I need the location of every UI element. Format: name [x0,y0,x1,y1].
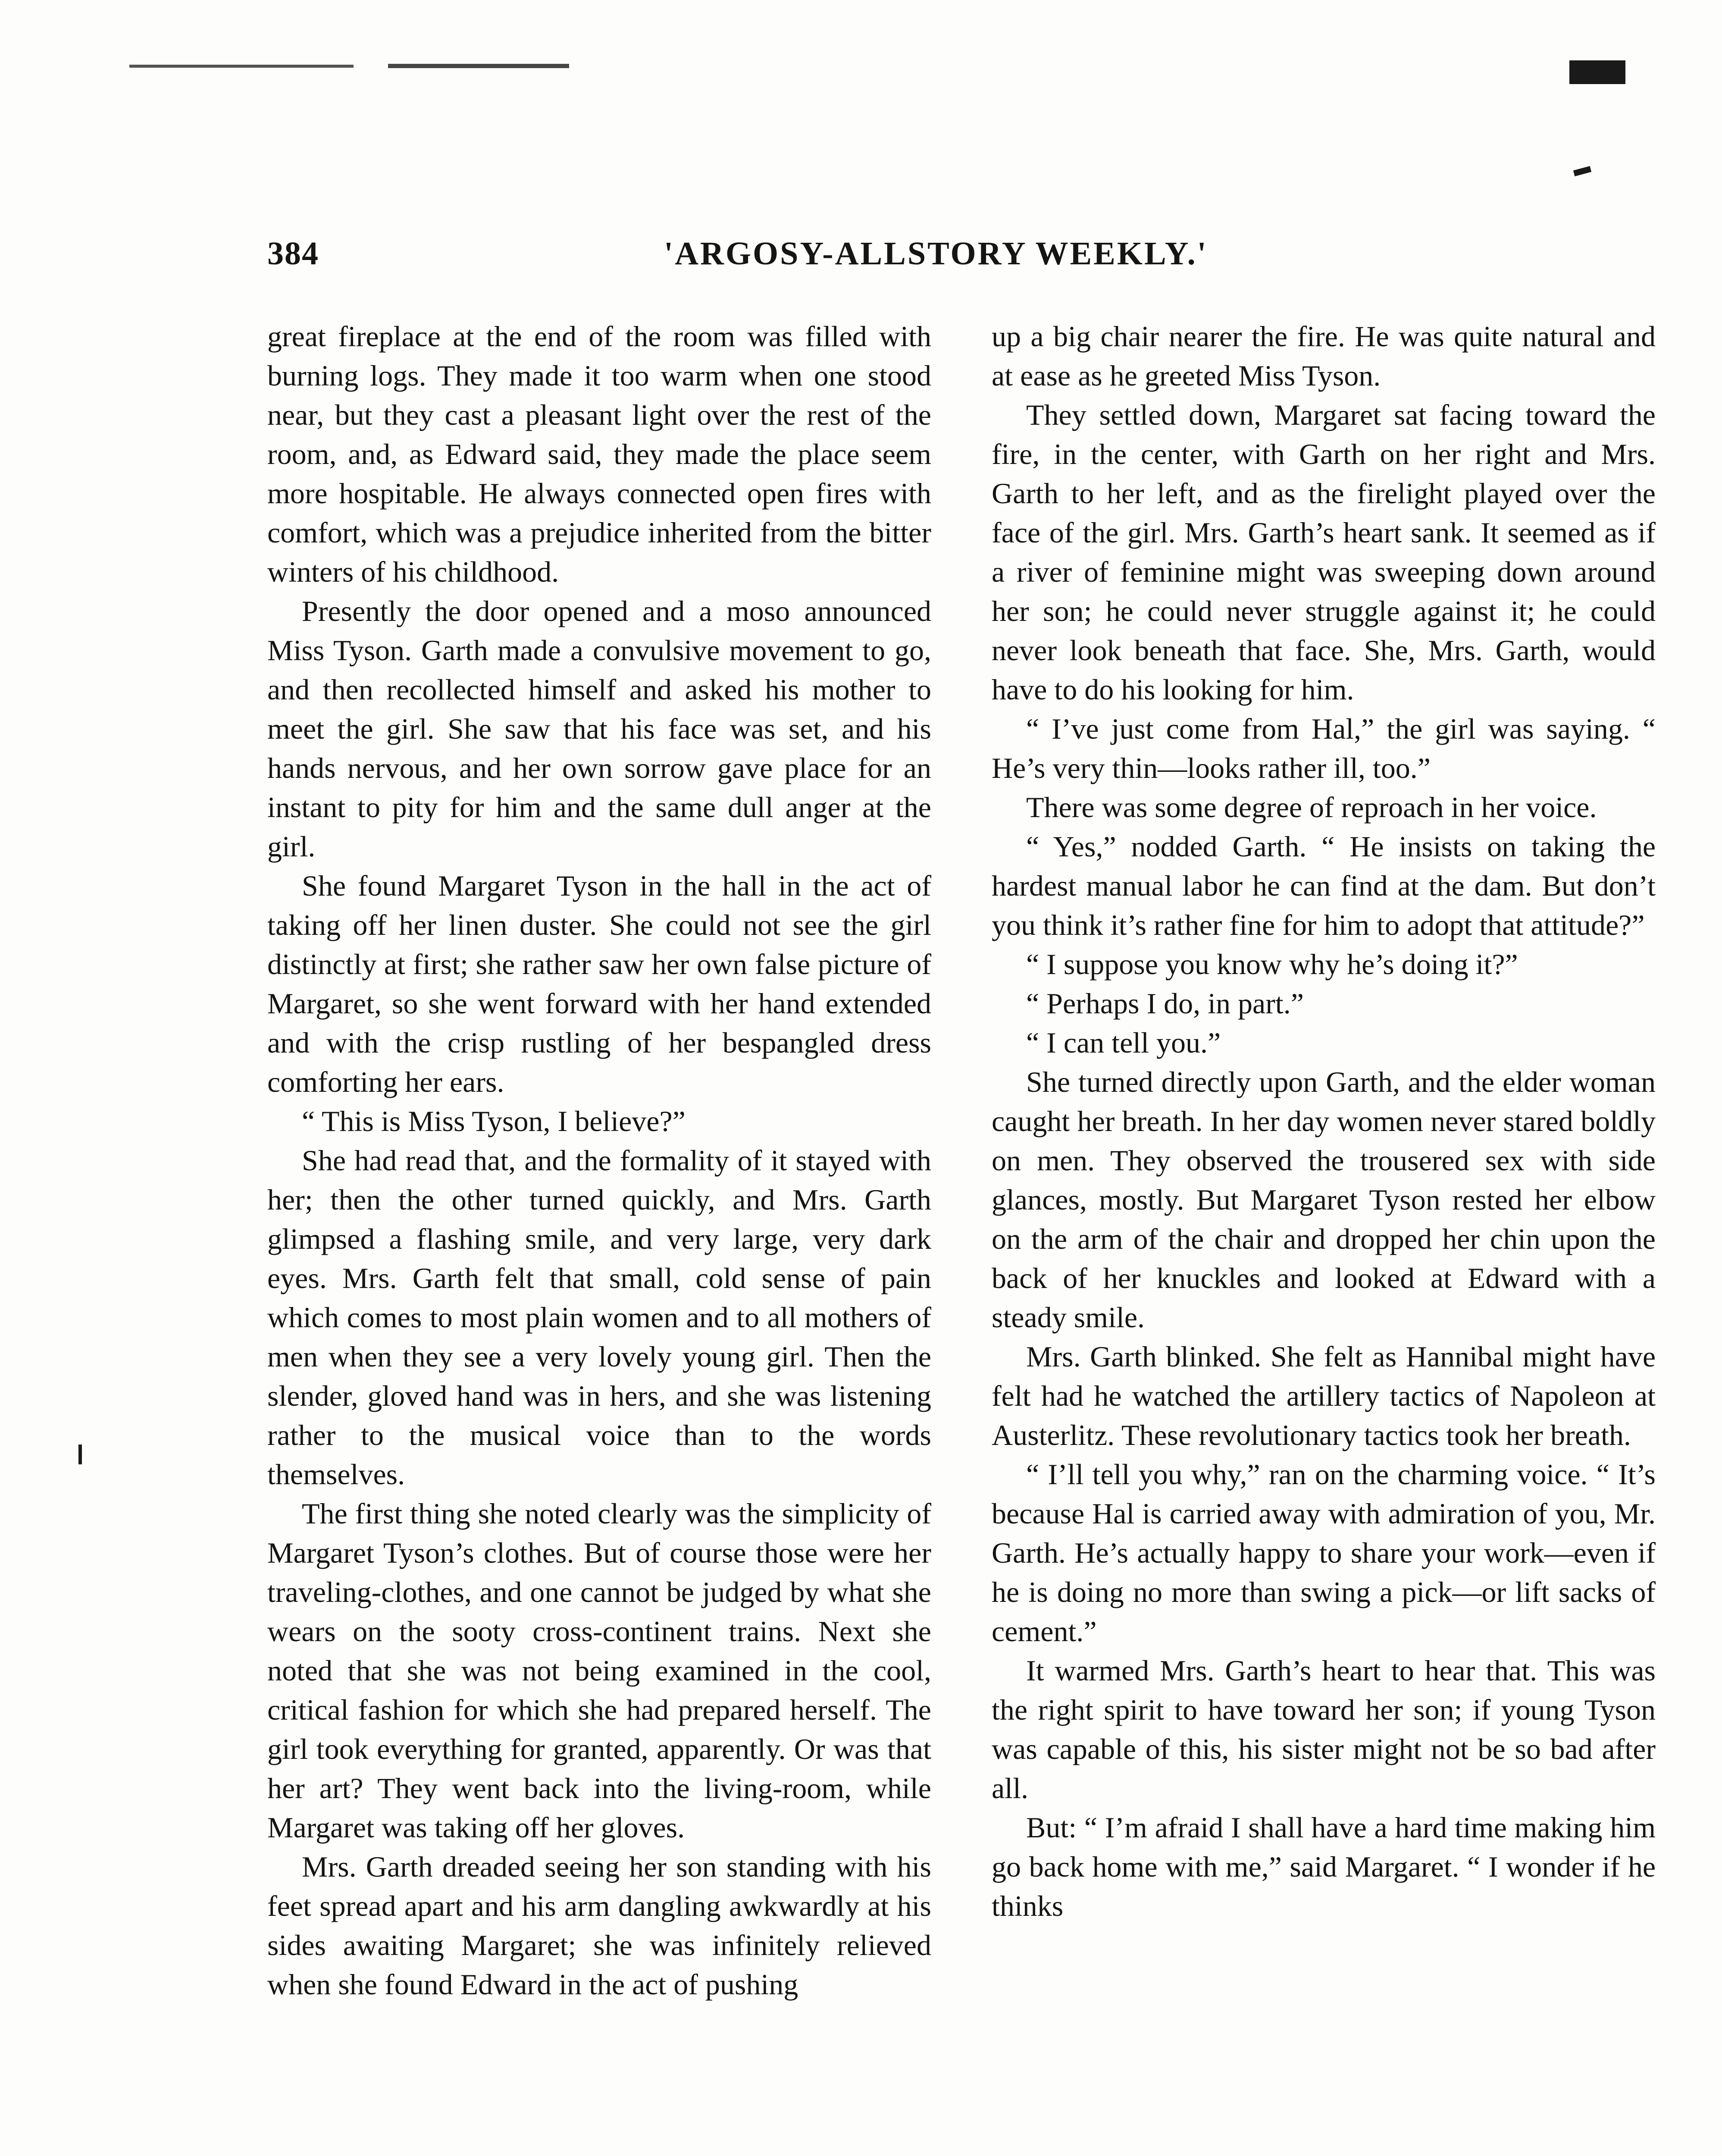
paragraph: Presently the door opened and a moso announced Miss Tyson. Garth made a convulsive movement to go, and then recollected himself and asked his mother to meet the girl. She saw that his face was set, and his hands nervous, and her own sorrow gave place for an instant to pity for him and the same dull anger at the girl. [267,595,931,863]
paragraph: She turned directly upon Garth, and the elder woman caught her breath. In her day women never stared boldly on men. They observed the trousered sex with side glances, mostly. But Margaret Tyson rested her elbow on the arm of the chair and dropped her chin upon the back of her knuckles and looked at Edward with a steady smile. [992,1065,1656,1334]
paragraph: The first thing she noted clearly was the simplicity of Margaret Tyson’s clothes. But of course those were her traveling-clothes, and one cannot be judged by what she wears on the sooty cross-continent trains. Next she noted that she was not being examined in the cool, critical fashion for which she had prepared herself. The girl took everything for granted, apparently. Or was that her art? They went back into the living-room, while Margaret was taking off her gloves. [267,1497,931,1844]
paragraph: It warmed Mrs. Garth’s heart to hear that. This was the right spirit to have toward her son; if young Tyson was capable of this, his sister might not be so bad after all. [992,1654,1656,1805]
left-text-column [267,317,931,2004]
scan-artifact-right-dash [1573,166,1591,176]
scan-artifact-top-left [129,65,354,68]
paragraph: Mrs. Garth dreaded seeing her son standing with his feet spread apart and his arm dangling awkwardly at his sides awaiting Margaret; she was infinitely relieved when she found Edward in the act of pushing [267,1850,931,2001]
page-number: 384 [267,235,319,272]
paragraph: She found Margaret Tyson in the hall in the act of taking off her linen duster. She could not see the girl distinctly at first; she rather saw her own false picture of Margaret, so she went forward with her hand extended and with the crisp rustling of her bespangled dress comforting her ears. [267,869,931,1098]
paragraph: “ This is Miss Tyson, I believe?” [302,1105,686,1138]
paragraph: But: “ I’m afraid I shall have a hard time making him go back home with me,” said Margaret. “ I wonder if he thinks [992,1811,1656,1922]
paragraph: “ I can tell you.” [1026,1026,1221,1059]
scan-artifact-top-middle [388,64,569,68]
right-text-column [992,317,1656,1926]
paragraph: “ Perhaps I do, in part.” [1026,987,1304,1020]
paragraph: up a big chair nearer the fire. He was quite natural and at ease as he greeted Miss Tyson. [992,320,1656,392]
paragraph: “ I’ve just come from Hal,” the girl was saying. “ He’s very thin—looks rather ill, too.” [992,712,1656,784]
paragraph: “ I suppose you know why he’s doing it?” [1026,948,1518,981]
running-header [267,235,1612,282]
paragraph: Mrs. Garth blinked. She felt as Hannibal might have felt had he watched the artillery tactics of Napoleon at Austerlitz. These revolutionary tactics took her breath. [992,1340,1656,1451]
paragraph: They settled down, Margaret sat facing toward the fire, in the center, with Garth on her right and Mrs. Garth to her left, and as the firelight played over the face of the girl. Mrs. Garth’s heart sank. It seemed as if a river of feminine might was sweeping down around her son; he could never struggle against it; he could never look beneath that face. She, Mrs. Garth, would have to do his looking for him. [992,398,1656,706]
paragraph: She had read that, and the formality of it stayed with her; then the other turned quickly, and Mrs. Garth glimpsed a flashing smile, and very large, very dark eyes. Mrs. Garth felt that small, cold sense of pain which comes to most plain women and to all mothers of men when they see a very lovely young girl. Then the slender, gloved hand was in hers, and she was listening rather to the musical voice than to the words themselves. [267,1144,931,1491]
scan-artifact-left-tick [78,1445,82,1464]
paragraph: There was some degree of reproach in her voice. [1026,791,1597,824]
running-head-title: 'ARGOSY-ALLSTORY WEEKLY.' [664,235,1208,272]
scan-artifact-top-right [1569,60,1625,84]
paragraph: “ I’ll tell you why,” ran on the charming voice. “ It’s because Hal is carried away with admiration of you, Mr. Garth. He’s actually happy to share your work—even if he is doing no more than swing a pick—or lift sacks of cement.” [992,1458,1656,1648]
paragraph: great fireplace at the end of the room was filled with burning logs. They made it too warm when one stood near, but they cast a pleasant light over the rest of the room, and, as Edward said, they made the place seem more hospitable. He always connected open fires with comfort, which was a prejudice inherited from the bitter winters of his childhood. [267,320,931,588]
paragraph: “ Yes,” nodded Garth. “ He insists on taking the hardest manual labor he can find at the dam. But don’t you think it’s rather fine for him to adopt that attitude?” [992,830,1656,941]
